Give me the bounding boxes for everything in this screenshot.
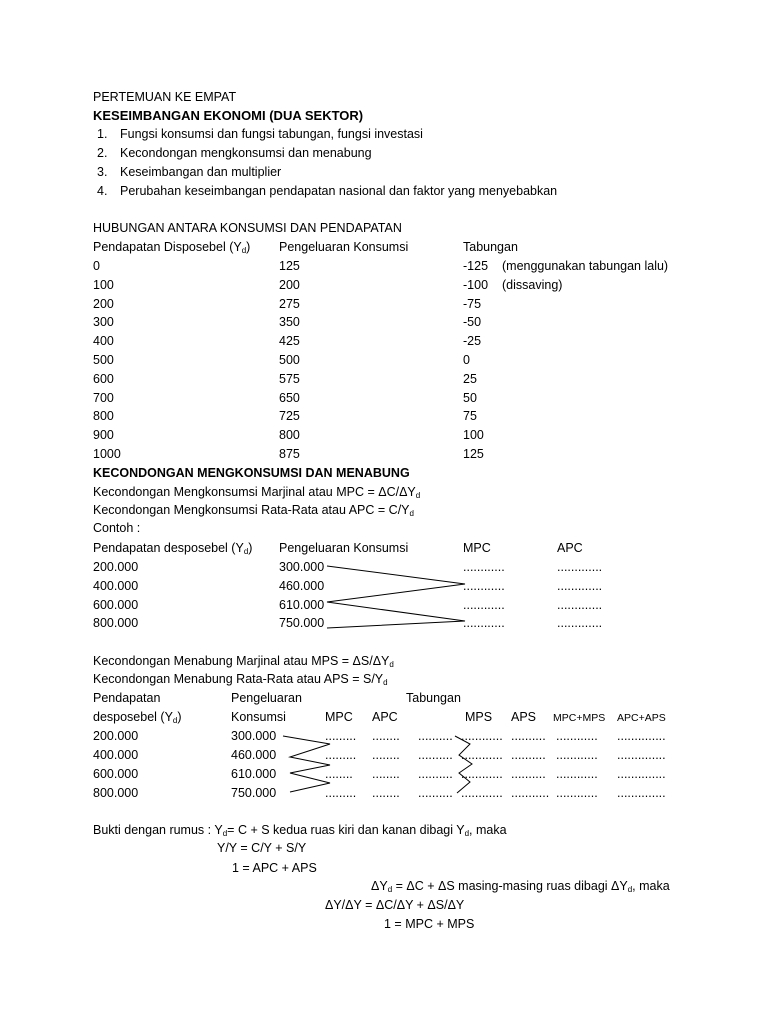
table2-apc-cell: ............. — [557, 578, 603, 593]
aps-definition: Kecondongan Menabung Rata-Rata atau APS = $S/Y_d$ — [93, 672, 388, 687]
table3-apc-aps-cell: .............. — [617, 786, 666, 800]
table1-savings-cell: 100 — [463, 428, 484, 443]
table3-mps-cell: ............ — [461, 786, 503, 800]
table3-apc-aps-cell: .............. — [617, 748, 666, 762]
table3-savings-cell: .......... — [418, 729, 453, 743]
table3-consumption-cell: 460.000 — [231, 748, 277, 762]
table3-header-income-2: desposebel $(Y_d)$ — [93, 710, 182, 725]
table3-apc-aps-cell: .............. — [617, 729, 666, 743]
apc-definition: Kecondongan Mengkonsumsi Rata-Rata atau APC = $C/Y_d$ — [93, 503, 414, 518]
table3-header-consumption-1: Pengeluaran — [231, 691, 302, 705]
table1-income-cell: 700 — [93, 390, 114, 405]
table3-mps-cell: ............ — [461, 767, 503, 781]
table3-mpc-cell: ......... — [325, 786, 357, 800]
table1-savings-cell: 50 — [463, 390, 477, 405]
table2-income-cell: 800.000 — [93, 616, 139, 631]
table1-consumption-cell: 275 — [279, 296, 300, 311]
table3-mps-cell: ............ — [461, 729, 503, 743]
table1-note-cell: (menggunakan tabungan lalu) — [502, 259, 669, 273]
proof-line-6: 1 = MPC + MPS — [384, 917, 475, 931]
table1-income-cell: 900 — [93, 428, 114, 443]
table3-apc-cell: ........ — [372, 748, 400, 762]
table1-savings-cell: 125 — [463, 447, 484, 461]
table3-header-income-1: Pendapatan — [93, 691, 161, 705]
table2-consumption-cell: 460.000 — [279, 578, 325, 593]
table3-mpc-cell: ........ — [325, 767, 353, 781]
table2-mpc-cell: ............ — [463, 560, 505, 574]
table1-income-cell: 0 — [93, 259, 100, 273]
table3-apc-cell: ........ — [372, 767, 400, 781]
table3-income-cell: 800.000 — [93, 786, 139, 800]
table2-apc-cell: ............. — [557, 616, 603, 631]
table3-header-consumption-2: Konsumsi — [231, 710, 286, 724]
table3-consumption-cell: 750.000 — [231, 786, 277, 800]
table3-apc-cell: ........ — [372, 786, 400, 800]
table3-aps-cell: ........... — [511, 786, 550, 800]
table3-header-savings: Tabungan — [406, 691, 461, 705]
section-title-propensity: KECONDONGAN MENGKONSUMSI DAN MENABUNG — [93, 466, 410, 480]
table1-income-cell: 1000 — [93, 447, 121, 461]
table1-note-cell: (dissaving) — [502, 277, 563, 292]
table1-consumption-cell: 200 — [279, 277, 300, 292]
page-title: KESEIMBANGAN EKONOMI (DUA SEKTOR) — [93, 108, 364, 123]
table2-header-mpc: MPC — [463, 541, 491, 555]
proof-line-1: Bukti dengan rumus : $Y_d= C + S$ kedua ruas kiri dan kanan dibagi $Y_d$, maka — [93, 823, 507, 838]
table2-header-income: Pendapatan desposebel $(Y_d)$ — [93, 541, 253, 556]
table1-savings-cell: 0 — [463, 353, 470, 367]
table3-header-mpc-mps: MPC+MPS — [553, 712, 606, 724]
table3-mps-cell: ............ — [461, 748, 503, 762]
table3-mpc-mps-cell: ............ — [556, 748, 598, 762]
proof-line-2: Y/Y = C/Y + S/Y — [217, 841, 307, 855]
table3-savings-cell: .......... — [418, 767, 453, 781]
topic-number: 2. — [97, 146, 108, 160]
table2-apc-cell: ............. — [557, 597, 603, 612]
proof-line-3: 1 = APC + APS — [232, 861, 317, 875]
table2-mpc-cell: ............ — [463, 616, 505, 631]
table1-consumption-cell: 575 — [279, 371, 300, 386]
table1-income-cell: 200 — [93, 296, 114, 311]
table3-consumption-cell: 300.000 — [231, 729, 277, 743]
topic-item: Fungsi konsumsi dan fungsi tabungan, fungsi investasi — [120, 127, 423, 141]
table2-consumption-cell: 610.000 — [279, 597, 325, 612]
table3-apc-cell: ........ — [372, 729, 400, 743]
table1-consumption-cell: 500 — [279, 353, 300, 367]
table1-consumption-cell: 800 — [279, 428, 300, 443]
topic-number: 4. — [97, 184, 108, 198]
table3-aps-cell: .......... — [511, 767, 546, 781]
table1-savings-cell: -100 — [463, 277, 489, 292]
section-title-consumption-income: HUBUNGAN ANTARA KONSUMSI DAN PENDAPATAN — [93, 221, 402, 235]
table1-income-cell: 400 — [93, 334, 114, 349]
table3-consumption-cell: 610.000 — [231, 767, 277, 781]
topic-number: 1. — [97, 127, 108, 141]
table1-savings-cell: -125 — [463, 259, 489, 273]
proof-line-5: ΔY/ΔY = ΔC/ΔY + ΔS/ΔY — [325, 898, 465, 912]
table1-savings-cell: -50 — [463, 315, 482, 330]
topic-item: Kecondongan mengkonsumsi dan menabung — [120, 146, 372, 160]
table2-consumption-cell: 750.000 — [279, 616, 325, 631]
table1-consumption-cell: 650 — [279, 390, 300, 405]
mpc-connector-lines — [283, 736, 330, 792]
example-label: Contoh : — [93, 521, 141, 535]
topic-number: 3. — [97, 165, 108, 179]
table2-apc-cell: ............. — [557, 560, 603, 574]
table2-header-consumption: Pengeluaran Konsumsi — [279, 541, 409, 555]
table1-income-cell: 100 — [93, 277, 114, 292]
table1-consumption-cell: 350 — [279, 315, 300, 330]
table1-income-cell: 600 — [93, 371, 114, 386]
proof-line-4: $\Delta Y_d = \Delta C + \Delta S$ masing-masing ruas dibagi $\Delta Y_d$, maka — [371, 879, 670, 894]
mps-definition: Kecondongan Menabung Marjinal atau MPS = $\Delta S/\Delta Y_d$ — [93, 654, 394, 669]
mpc-connector-lines — [327, 566, 465, 628]
table1-consumption-cell: 875 — [279, 447, 300, 461]
table1-income-cell: 300 — [93, 315, 114, 330]
table1-savings-cell: 75 — [463, 409, 477, 424]
table3-header-mps: MPS — [465, 710, 493, 724]
table3-income-cell: 200.000 — [93, 729, 139, 743]
table3-mpc-mps-cell: ............ — [556, 729, 598, 743]
table1-consumption-cell: 425 — [279, 334, 300, 349]
topic-item: Perubahan keseimbangan pendapatan nasional dan faktor yang menyebabkan — [120, 184, 558, 198]
table3-header-mpc: MPC — [325, 710, 353, 724]
table3-income-cell: 400.000 — [93, 748, 139, 762]
table3-header-apc-aps: APC+APS — [617, 712, 666, 724]
table1-header-consumption: Pengeluaran Konsumsi — [279, 240, 409, 254]
table2-income-cell: 200.000 — [93, 560, 139, 574]
table1-savings-cell: 25 — [463, 371, 477, 386]
table1-header-disposable-income: Pendapatan Disposebel $(Y_d)$ — [93, 240, 251, 255]
table1-consumption-cell: 725 — [279, 409, 300, 424]
table2-income-cell: 600.000 — [93, 597, 139, 612]
table1-savings-cell: -75 — [463, 296, 482, 311]
table3-mpc-mps-cell: ............ — [556, 786, 598, 800]
table3-aps-cell: .......... — [511, 729, 546, 743]
table1-consumption-cell: 125 — [279, 259, 300, 273]
table1-header-savings: Tabungan — [463, 240, 518, 254]
table3-header-apc: APC — [372, 710, 398, 724]
table2-mpc-cell: ............ — [463, 578, 505, 593]
table2-income-cell: 400.000 — [93, 578, 139, 593]
table3-mpc-mps-cell: ............ — [556, 767, 598, 781]
table2-mpc-cell: ............ — [463, 597, 505, 612]
table1-savings-cell: -25 — [463, 334, 482, 349]
table3-income-cell: 600.000 — [93, 767, 139, 781]
table3-mpc-cell: ......... — [325, 729, 357, 743]
table1-income-cell: 800 — [93, 409, 114, 424]
table3-header-aps: APS — [511, 710, 537, 724]
table2-header-apc: APC — [557, 541, 583, 555]
mpc-definition: Kecondongan Mengkonsumsi Marjinal atau MPC = $\Delta C/\Delta Y_d$ — [93, 485, 421, 500]
table3-savings-cell: .......... — [418, 786, 453, 800]
meeting-title: PERTEMUAN KE EMPAT — [93, 90, 237, 104]
table2-consumption-cell: 300.000 — [279, 560, 325, 574]
table3-savings-cell: .......... — [418, 748, 453, 762]
table3-apc-aps-cell: .............. — [617, 767, 666, 781]
table1-income-cell: 500 — [93, 353, 114, 367]
table3-mpc-cell: ......... — [325, 748, 357, 762]
table3-aps-cell: .......... — [511, 748, 546, 762]
topic-item: Keseimbangan dan multiplier — [120, 165, 282, 179]
